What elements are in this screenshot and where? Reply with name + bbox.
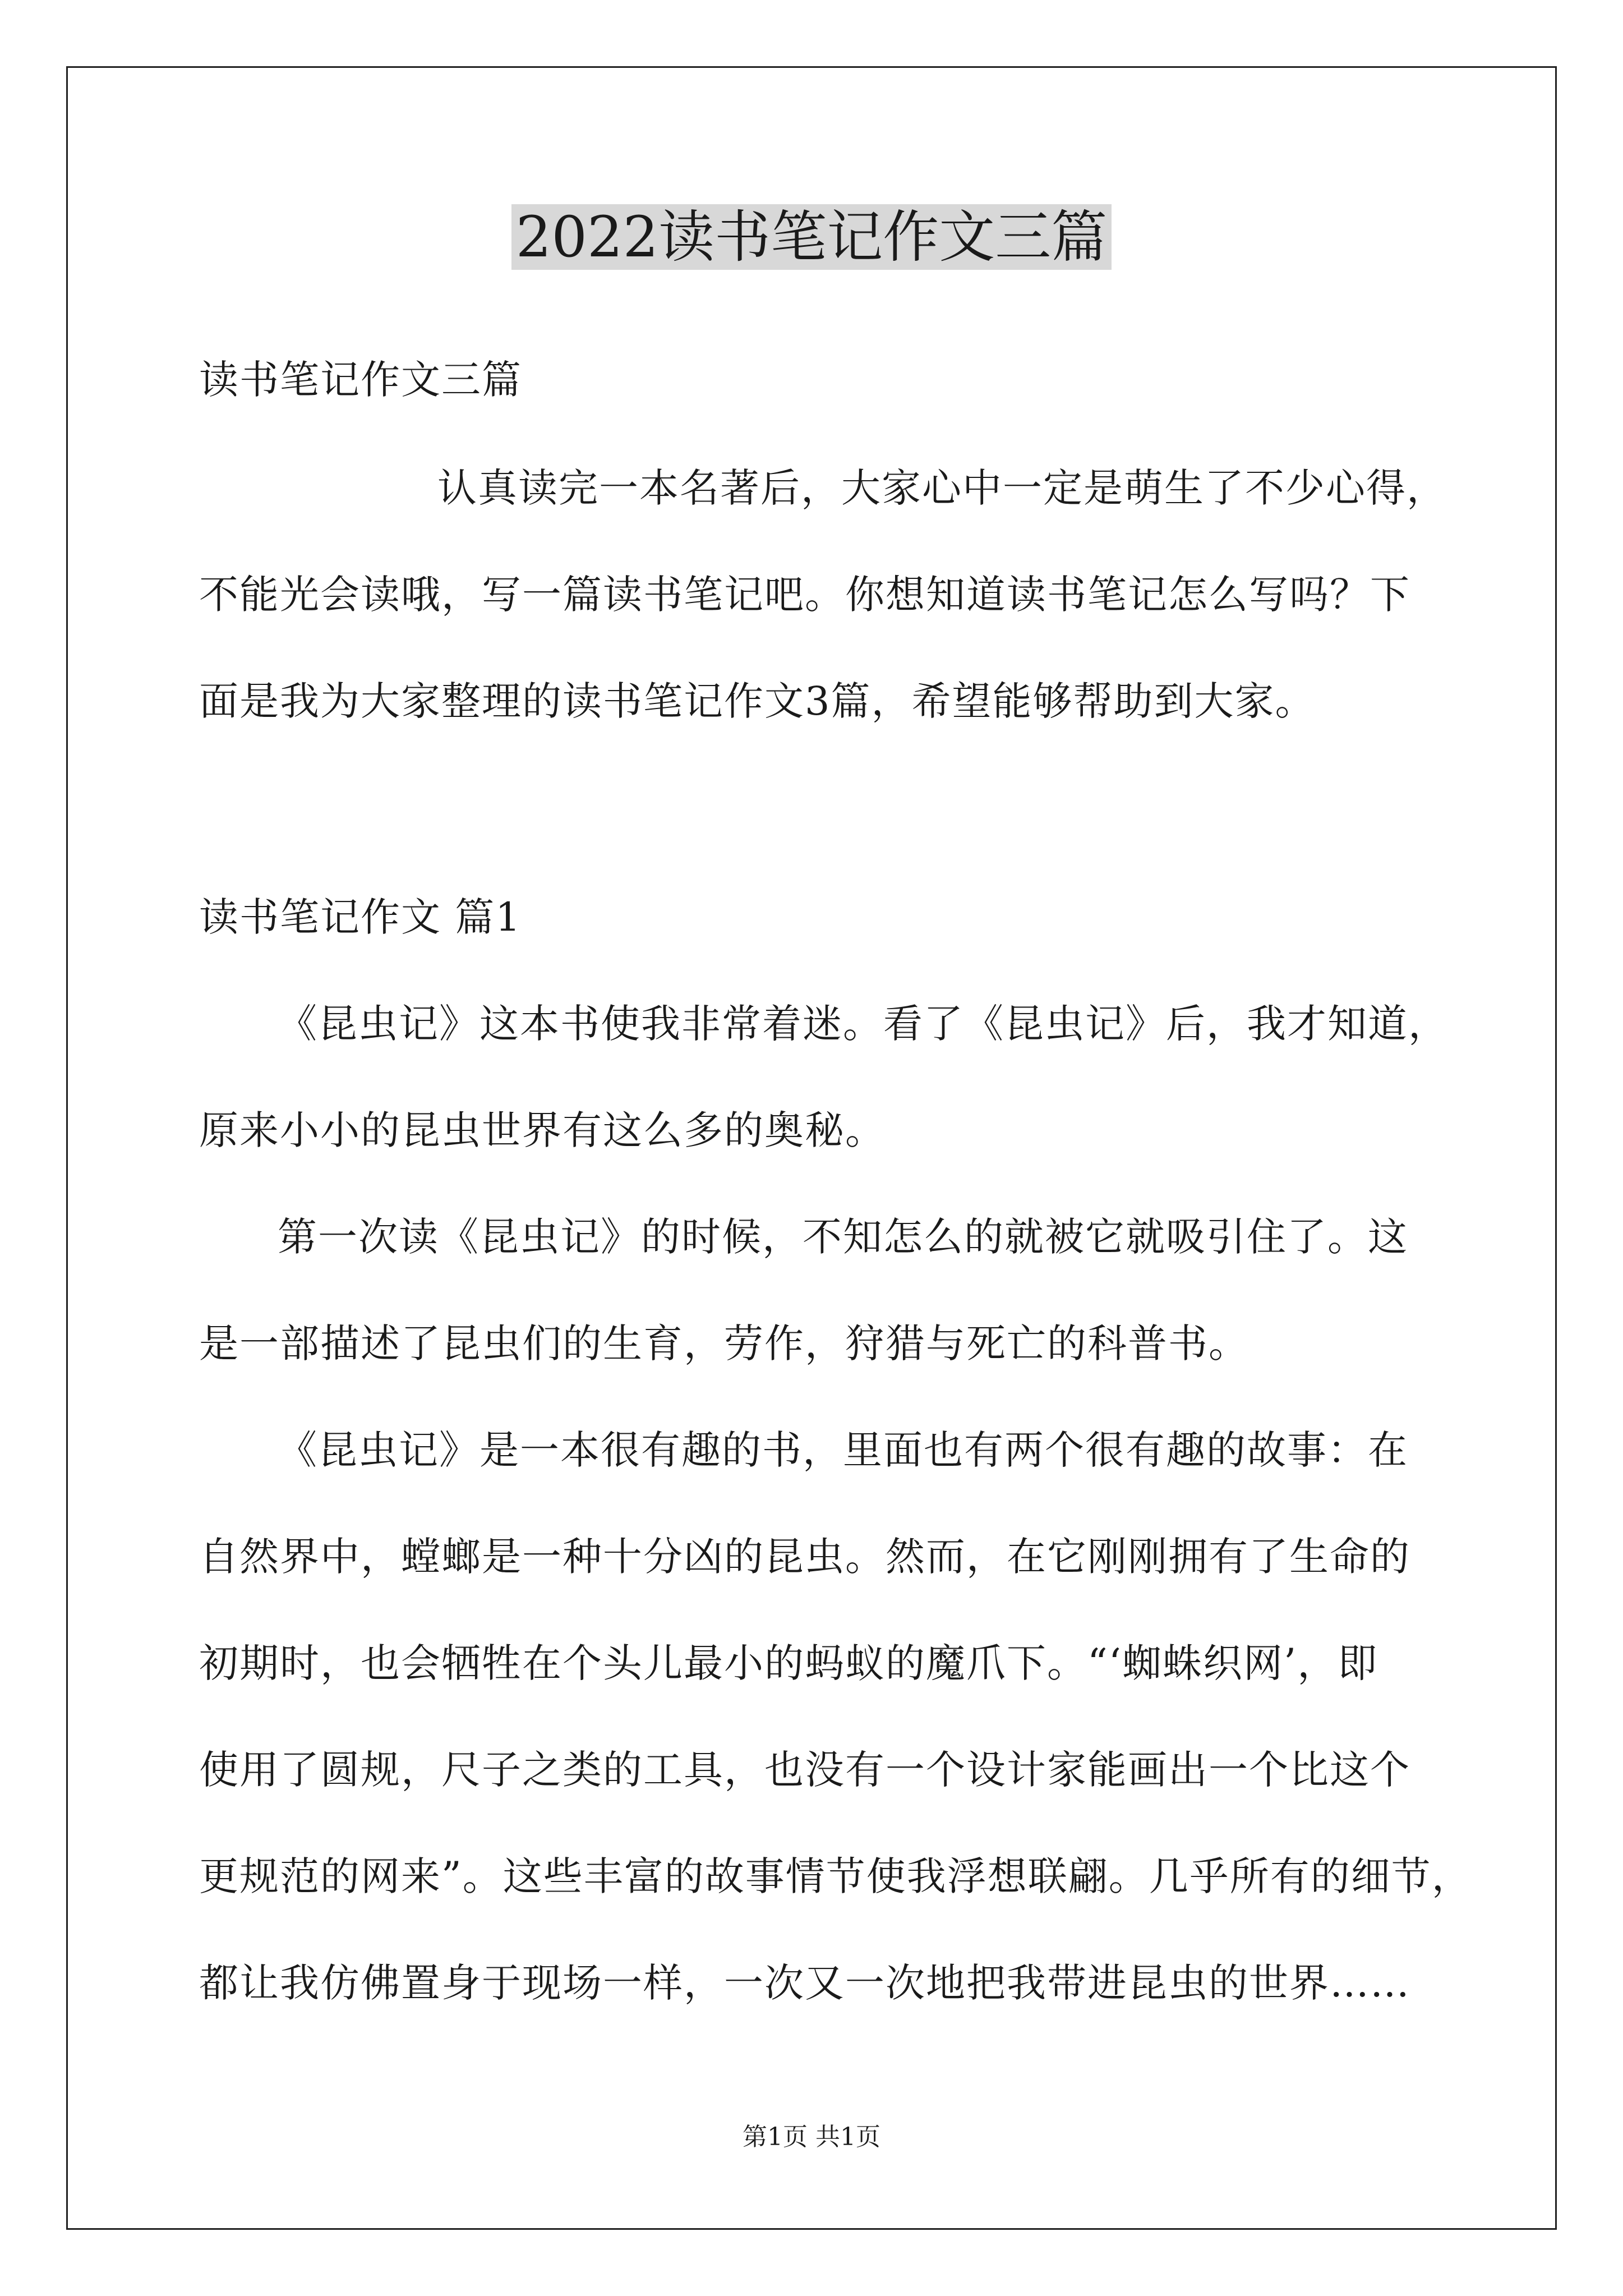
body-paragraph-line: 《昆虫记》这本书使我非常着迷。看了《昆虫记》后，我才知道，	[278, 1001, 1449, 1047]
body-paragraph-line: 都让我仿佛置身于现场一样，一次又一次地把我带进昆虫的世界……	[199, 1960, 1410, 2006]
page-footer: 第1页 共1页	[743, 2123, 880, 2151]
document-title-text: 2022读书笔记作文三篇	[511, 204, 1112, 270]
document-subtitle: 读书笔记作文三篇	[199, 357, 522, 403]
body-paragraph-line: 更规范的网来”。这些丰富的故事情节使我浮想联翩。几乎所有的细节，	[199, 1853, 1472, 1899]
body-paragraph-line: 初期时，也会牺牲在个头儿最小的蚂蚁的魔爪下。“‘蜘蛛织网’，即	[199, 1640, 1378, 1686]
body-paragraph-line: 第一次读《昆虫记》的时候，不知怎么的就被它就吸引住了。这	[278, 1214, 1408, 1260]
body-paragraph-line: 是一部描述了昆虫们的生育，劳作，狩猎与死亡的科普书。	[199, 1320, 1249, 1366]
document-title	[0, 199, 1623, 275]
section-heading: 读书笔记作文 篇1	[199, 894, 522, 940]
intro-paragraph-line: 认真读完一本名著后，大家心中一定是萌生了不少心得，	[437, 465, 1447, 511]
intro-paragraph-line: 不能光会读哦，写一篇读书笔记吧。你想知道读书笔记怎么写吗？下	[199, 572, 1410, 618]
body-paragraph-line: 自然界中，螳螂是一种十分凶的昆虫。然而，在它刚刚拥有了生命的	[199, 1534, 1410, 1580]
intro-paragraph-line: 面是我为大家整理的读书笔记作文3篇，希望能够帮助到大家。	[199, 678, 1316, 724]
body-paragraph-line: 《昆虫记》是一本很有趣的书，里面也有两个很有趣的故事：在	[278, 1427, 1408, 1473]
body-paragraph-line: 原来小小的昆虫世界有这么多的奥秘。	[199, 1107, 886, 1153]
body-paragraph-line: 使用了圆规，尺子之类的工具，也没有一个设计家能画出一个比这个	[199, 1747, 1410, 1793]
